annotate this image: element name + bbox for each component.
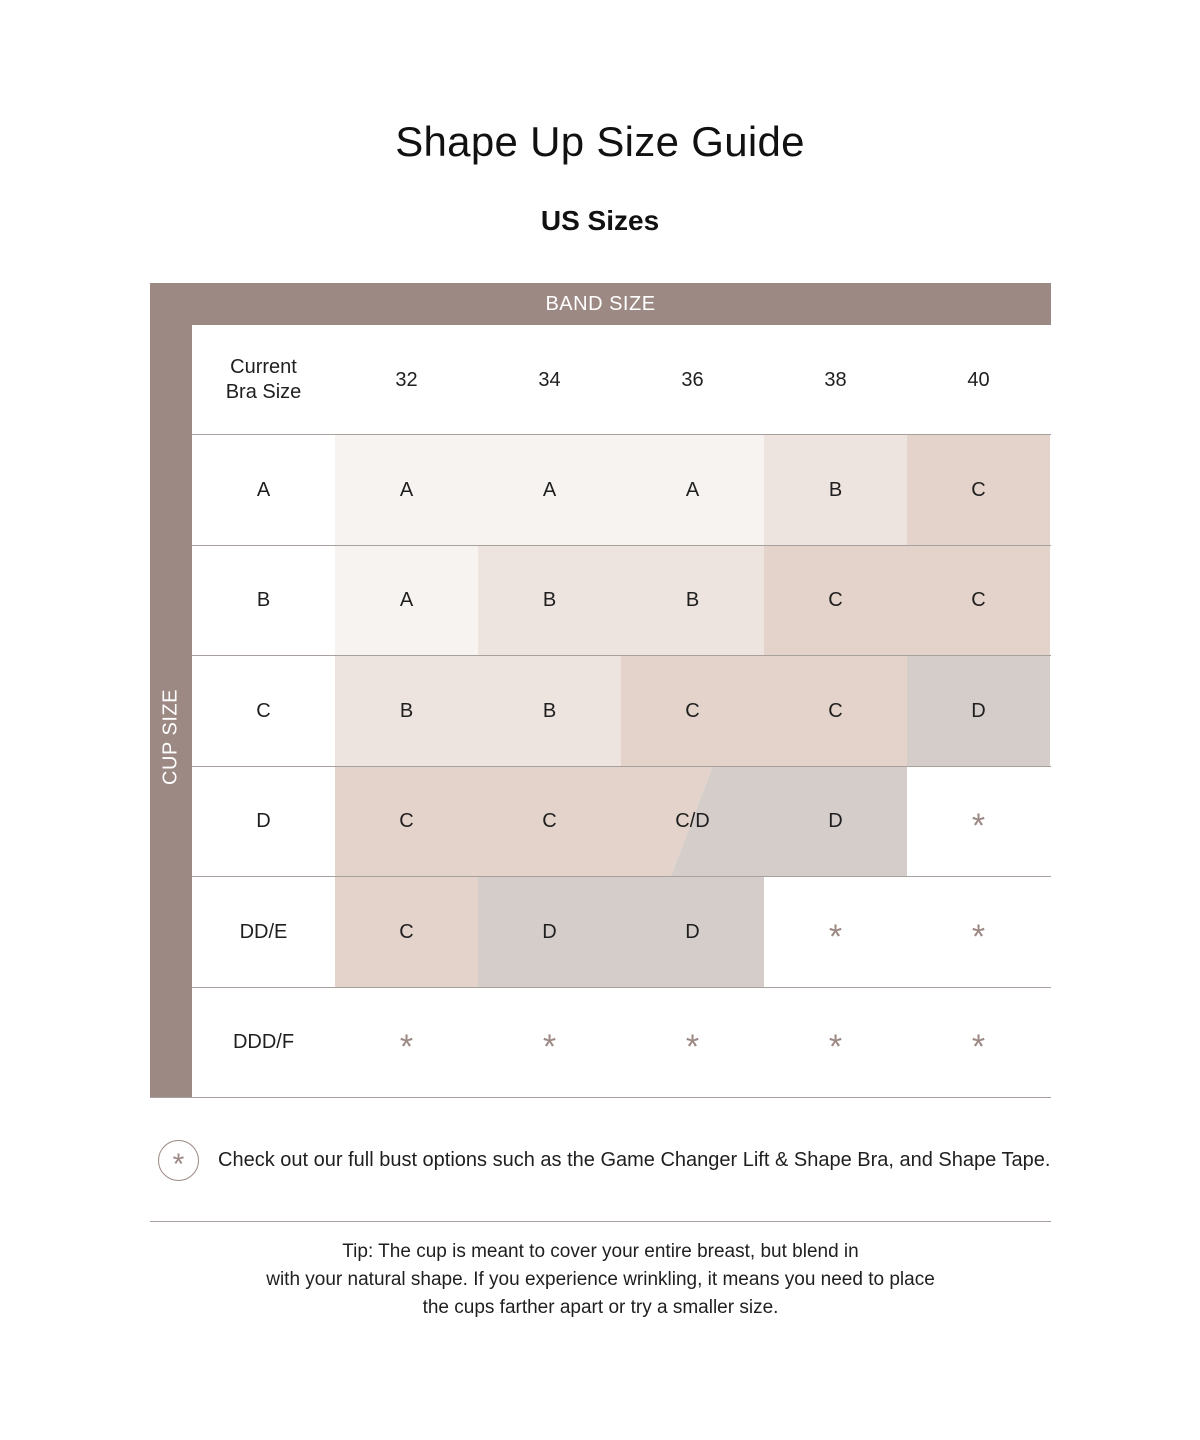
- current-cup-label: DDD/F: [232, 1031, 295, 1053]
- current-cup-label: B: [256, 589, 271, 611]
- recommended-size-cell: C: [335, 877, 478, 987]
- full-bust-asterisk: *: [907, 988, 1050, 1097]
- band-size-36: 36: [681, 368, 704, 391]
- fit-tip-line: the cups farther apart or try a smaller size.: [422, 1297, 779, 1318]
- recommended-size-cell: C: [478, 767, 621, 876]
- band-size-34: 34: [538, 368, 561, 391]
- full-bust-asterisk: *: [478, 988, 621, 1097]
- recommended-size-cell: C: [764, 546, 907, 655]
- cup-size-header: CUP SIZE: [159, 689, 182, 785]
- current-cup-label: C: [256, 699, 271, 722]
- full-bust-asterisk: *: [907, 877, 1050, 987]
- recommended-size-cell: D: [764, 767, 907, 876]
- recommended-size-cell: A: [335, 546, 478, 655]
- current-cup-label: A: [256, 478, 271, 501]
- recommended-size-cell: A: [478, 435, 621, 545]
- recommended-size-cell: C: [335, 767, 478, 876]
- recommended-size-cell: B: [478, 546, 621, 655]
- recommended-size-cell: B: [621, 546, 764, 655]
- fit-tip-line: Tip: The cup is meant to cover your entire breast, but blend in: [342, 1241, 859, 1262]
- recommended-size-cell: D: [907, 656, 1050, 766]
- divider: [150, 1221, 1051, 1222]
- full-bust-asterisk: *: [621, 988, 764, 1097]
- recommended-size-cell: B: [478, 656, 621, 766]
- full-bust-asterisk: *: [335, 988, 478, 1097]
- recommended-size-cell: C: [621, 656, 764, 766]
- recommended-size-cell: D: [478, 877, 621, 987]
- recommended-size-cell: C: [764, 656, 907, 766]
- corner-label-line: Current: [230, 356, 297, 378]
- corner-label-line: Bra Size: [225, 381, 302, 403]
- full-bust-asterisk: *: [764, 988, 907, 1097]
- recommended-size-cell: A: [621, 435, 764, 545]
- fit-tip: [150, 1238, 1051, 1322]
- full-bust-asterisk: *: [764, 877, 907, 987]
- band-size-40: 40: [967, 368, 990, 391]
- recommended-size-cell: B: [764, 435, 907, 545]
- band-size-38: 38: [824, 368, 847, 391]
- corner-label: [192, 325, 335, 435]
- current-cup-label: DD/E: [239, 920, 288, 943]
- recommended-size-text: C/D: [675, 810, 710, 832]
- asterisk-icon: *: [158, 1140, 199, 1181]
- recommended-size-cell: C: [907, 546, 1050, 655]
- fit-tip-line: with your natural shape. If you experience wrinkling, it means you need to place: [266, 1269, 935, 1290]
- band-size-32: 32: [395, 368, 418, 391]
- recommended-size-cell: D: [621, 877, 764, 987]
- recommended-size-cell: [621, 767, 764, 876]
- recommended-size-cell: C: [907, 435, 1050, 545]
- recommended-size-cell: B: [335, 656, 478, 766]
- page-subtitle: US Sizes: [540, 205, 660, 236]
- full-bust-asterisk: *: [907, 767, 1050, 876]
- full-bust-note-text: Check out our full bust options such as the Game Changer Lift & Shape Bra, and Shape Tape.: [218, 1148, 1051, 1171]
- band-size-header: BAND SIZE: [150, 283, 1051, 325]
- current-cup-label: D: [256, 810, 271, 832]
- row-divider: [150, 1097, 1051, 1098]
- full-bust-note: [158, 1140, 1058, 1180]
- page-title: Shape Up Size Guide: [395, 118, 805, 165]
- recommended-size-cell: A: [335, 435, 478, 545]
